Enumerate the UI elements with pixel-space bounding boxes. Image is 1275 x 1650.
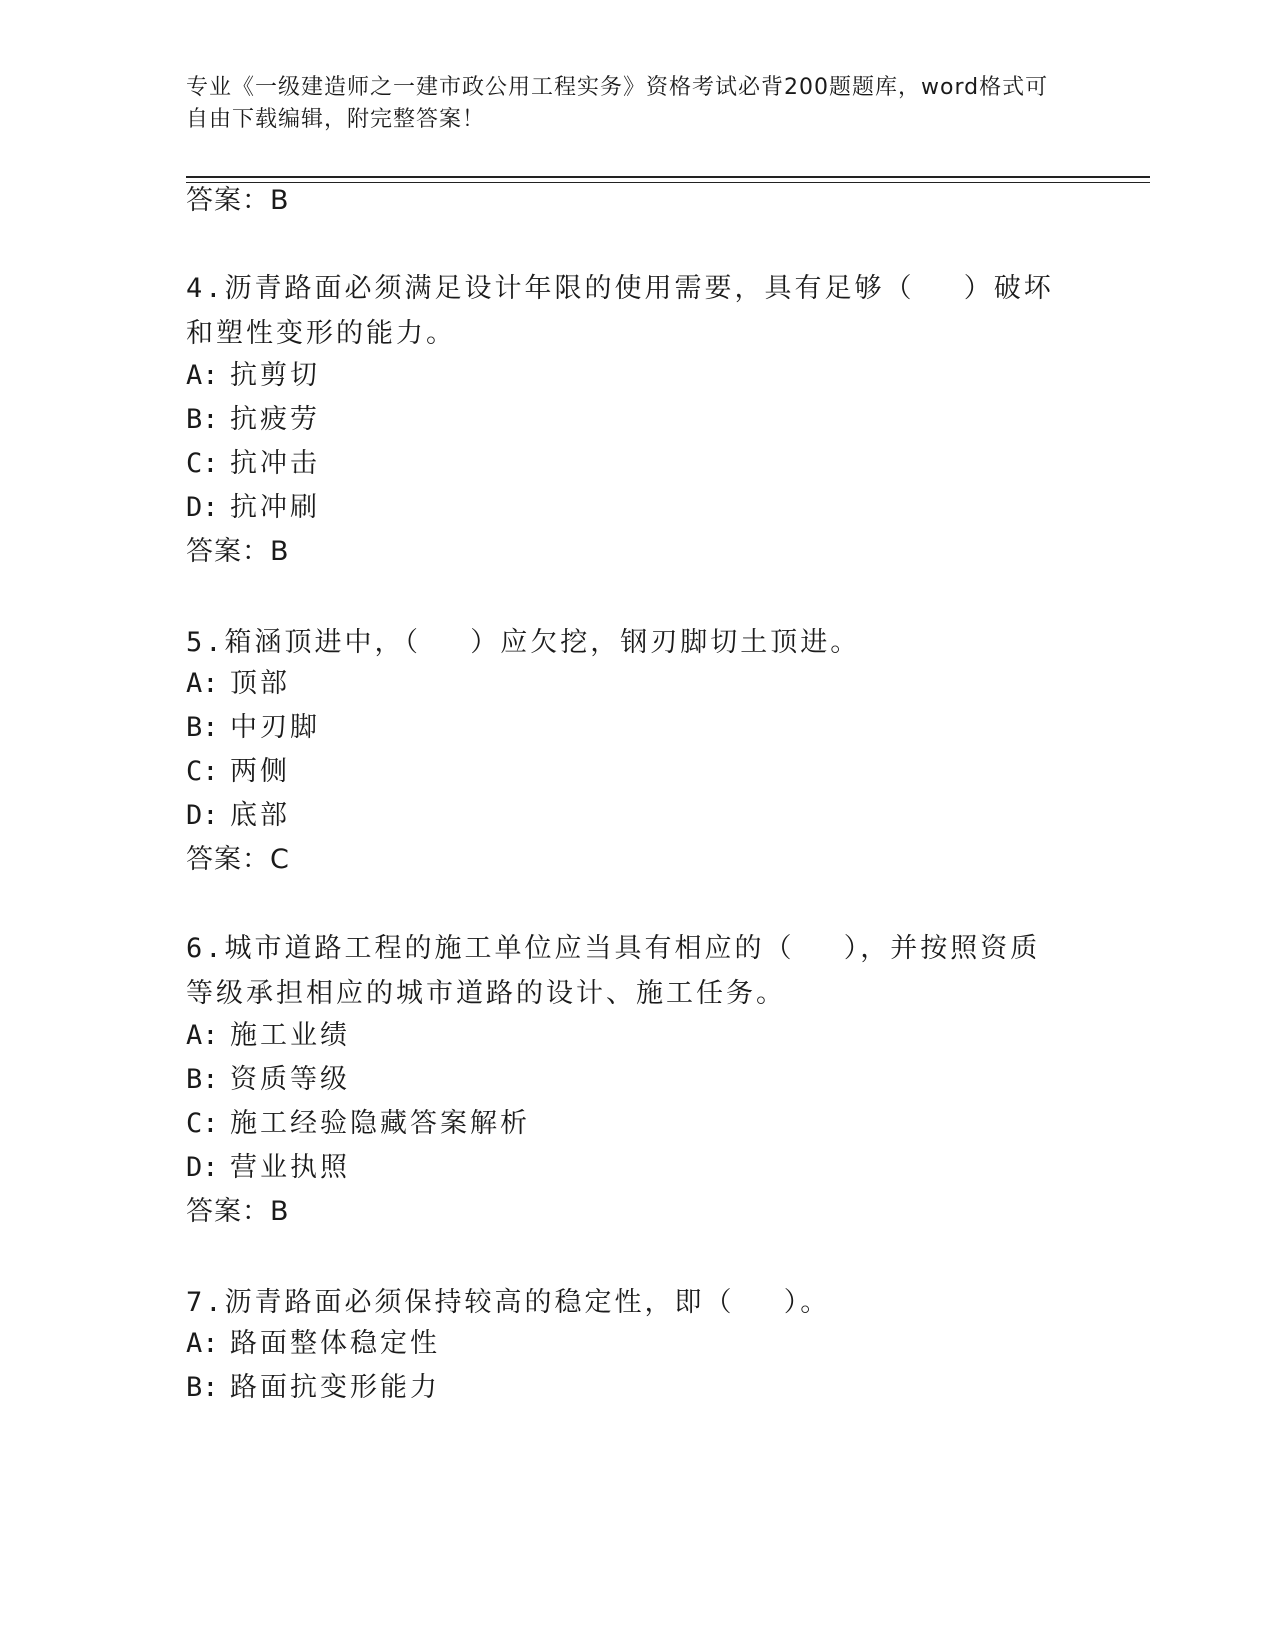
question-5-option-b — [186, 710, 320, 746]
question-5-option-d — [186, 798, 290, 834]
option-text: 抗疲劳 — [230, 404, 320, 435]
option-label: D: — [186, 800, 219, 831]
answer-q4: 答案：B — [186, 536, 290, 567]
question-6-option-a — [186, 1018, 350, 1054]
option-text: 两侧 — [230, 756, 290, 787]
option-text: 抗冲刷 — [230, 492, 320, 523]
option-label: D: — [186, 1152, 219, 1183]
option-label: A: — [186, 668, 219, 699]
header-rule-thick — [186, 176, 1150, 178]
question-7-option-b — [186, 1370, 440, 1406]
option-label: C: — [186, 1108, 219, 1139]
option-label: A: — [186, 1328, 219, 1359]
option-label: A: — [186, 1020, 219, 1051]
question-4-option-b — [186, 402, 320, 438]
answer-q3: 答案：B — [186, 185, 290, 216]
option-label: C: — [186, 756, 219, 787]
answer-q5: 答案：C — [186, 844, 290, 875]
header-rule-thin — [186, 182, 1150, 183]
question-4-option-d — [186, 490, 320, 526]
option-text: 路面抗变形能力 — [230, 1372, 440, 1403]
option-text: 底部 — [230, 800, 290, 831]
option-text: 路面整体稳定性 — [230, 1328, 440, 1359]
option-label: B: — [186, 404, 219, 435]
question-4-option-c — [186, 446, 320, 482]
option-label: C: — [186, 448, 219, 479]
option-text: 施工经验隐藏答案解析 — [230, 1108, 530, 1139]
option-label: B: — [186, 1064, 219, 1095]
question-5-option-c — [186, 754, 290, 790]
option-text: 营业执照 — [230, 1152, 350, 1183]
option-label: B: — [186, 1372, 219, 1403]
document-header: 专业《一级建造师之一建市政公用工程实务》资格考试必背200题题库，word格式可自由下载编辑，附完整答案！ — [186, 75, 1049, 132]
question-6-option-d — [186, 1150, 350, 1186]
option-label: B: — [186, 712, 219, 743]
question-6-option-c — [186, 1106, 530, 1142]
question-7-option-a — [186, 1326, 440, 1362]
question-6-option-b — [186, 1062, 350, 1098]
question-6-stem: 6.城市道路工程的施工单位应当具有相应的（ ），并按照资质等级承担相应的城市道路的设计、施工任务。 — [186, 933, 1041, 1009]
option-text: 中刃脚 — [230, 712, 320, 743]
option-text: 资质等级 — [230, 1064, 350, 1095]
question-7-stem: 7.沥青路面必须保持较高的稳定性，即（ ）。 — [186, 1287, 831, 1318]
question-4-stem: 4.沥青路面必须满足设计年限的使用需要，具有足够（ ）破坏和塑性变形的能力。 — [186, 273, 1054, 349]
question-5-option-a — [186, 666, 290, 702]
answer-q6: 答案：B — [186, 1196, 290, 1227]
option-text: 施工业绩 — [230, 1020, 350, 1051]
option-text: 顶部 — [230, 668, 290, 699]
option-text: 抗剪切 — [230, 360, 320, 391]
option-label: D: — [186, 492, 219, 523]
option-text: 抗冲击 — [230, 448, 320, 479]
option-label: A: — [186, 360, 219, 391]
question-5-stem: 5.箱涵顶进中，（ ）应欠挖，钢刃脚切土顶进。 — [186, 627, 861, 658]
question-4-option-a — [186, 358, 320, 394]
